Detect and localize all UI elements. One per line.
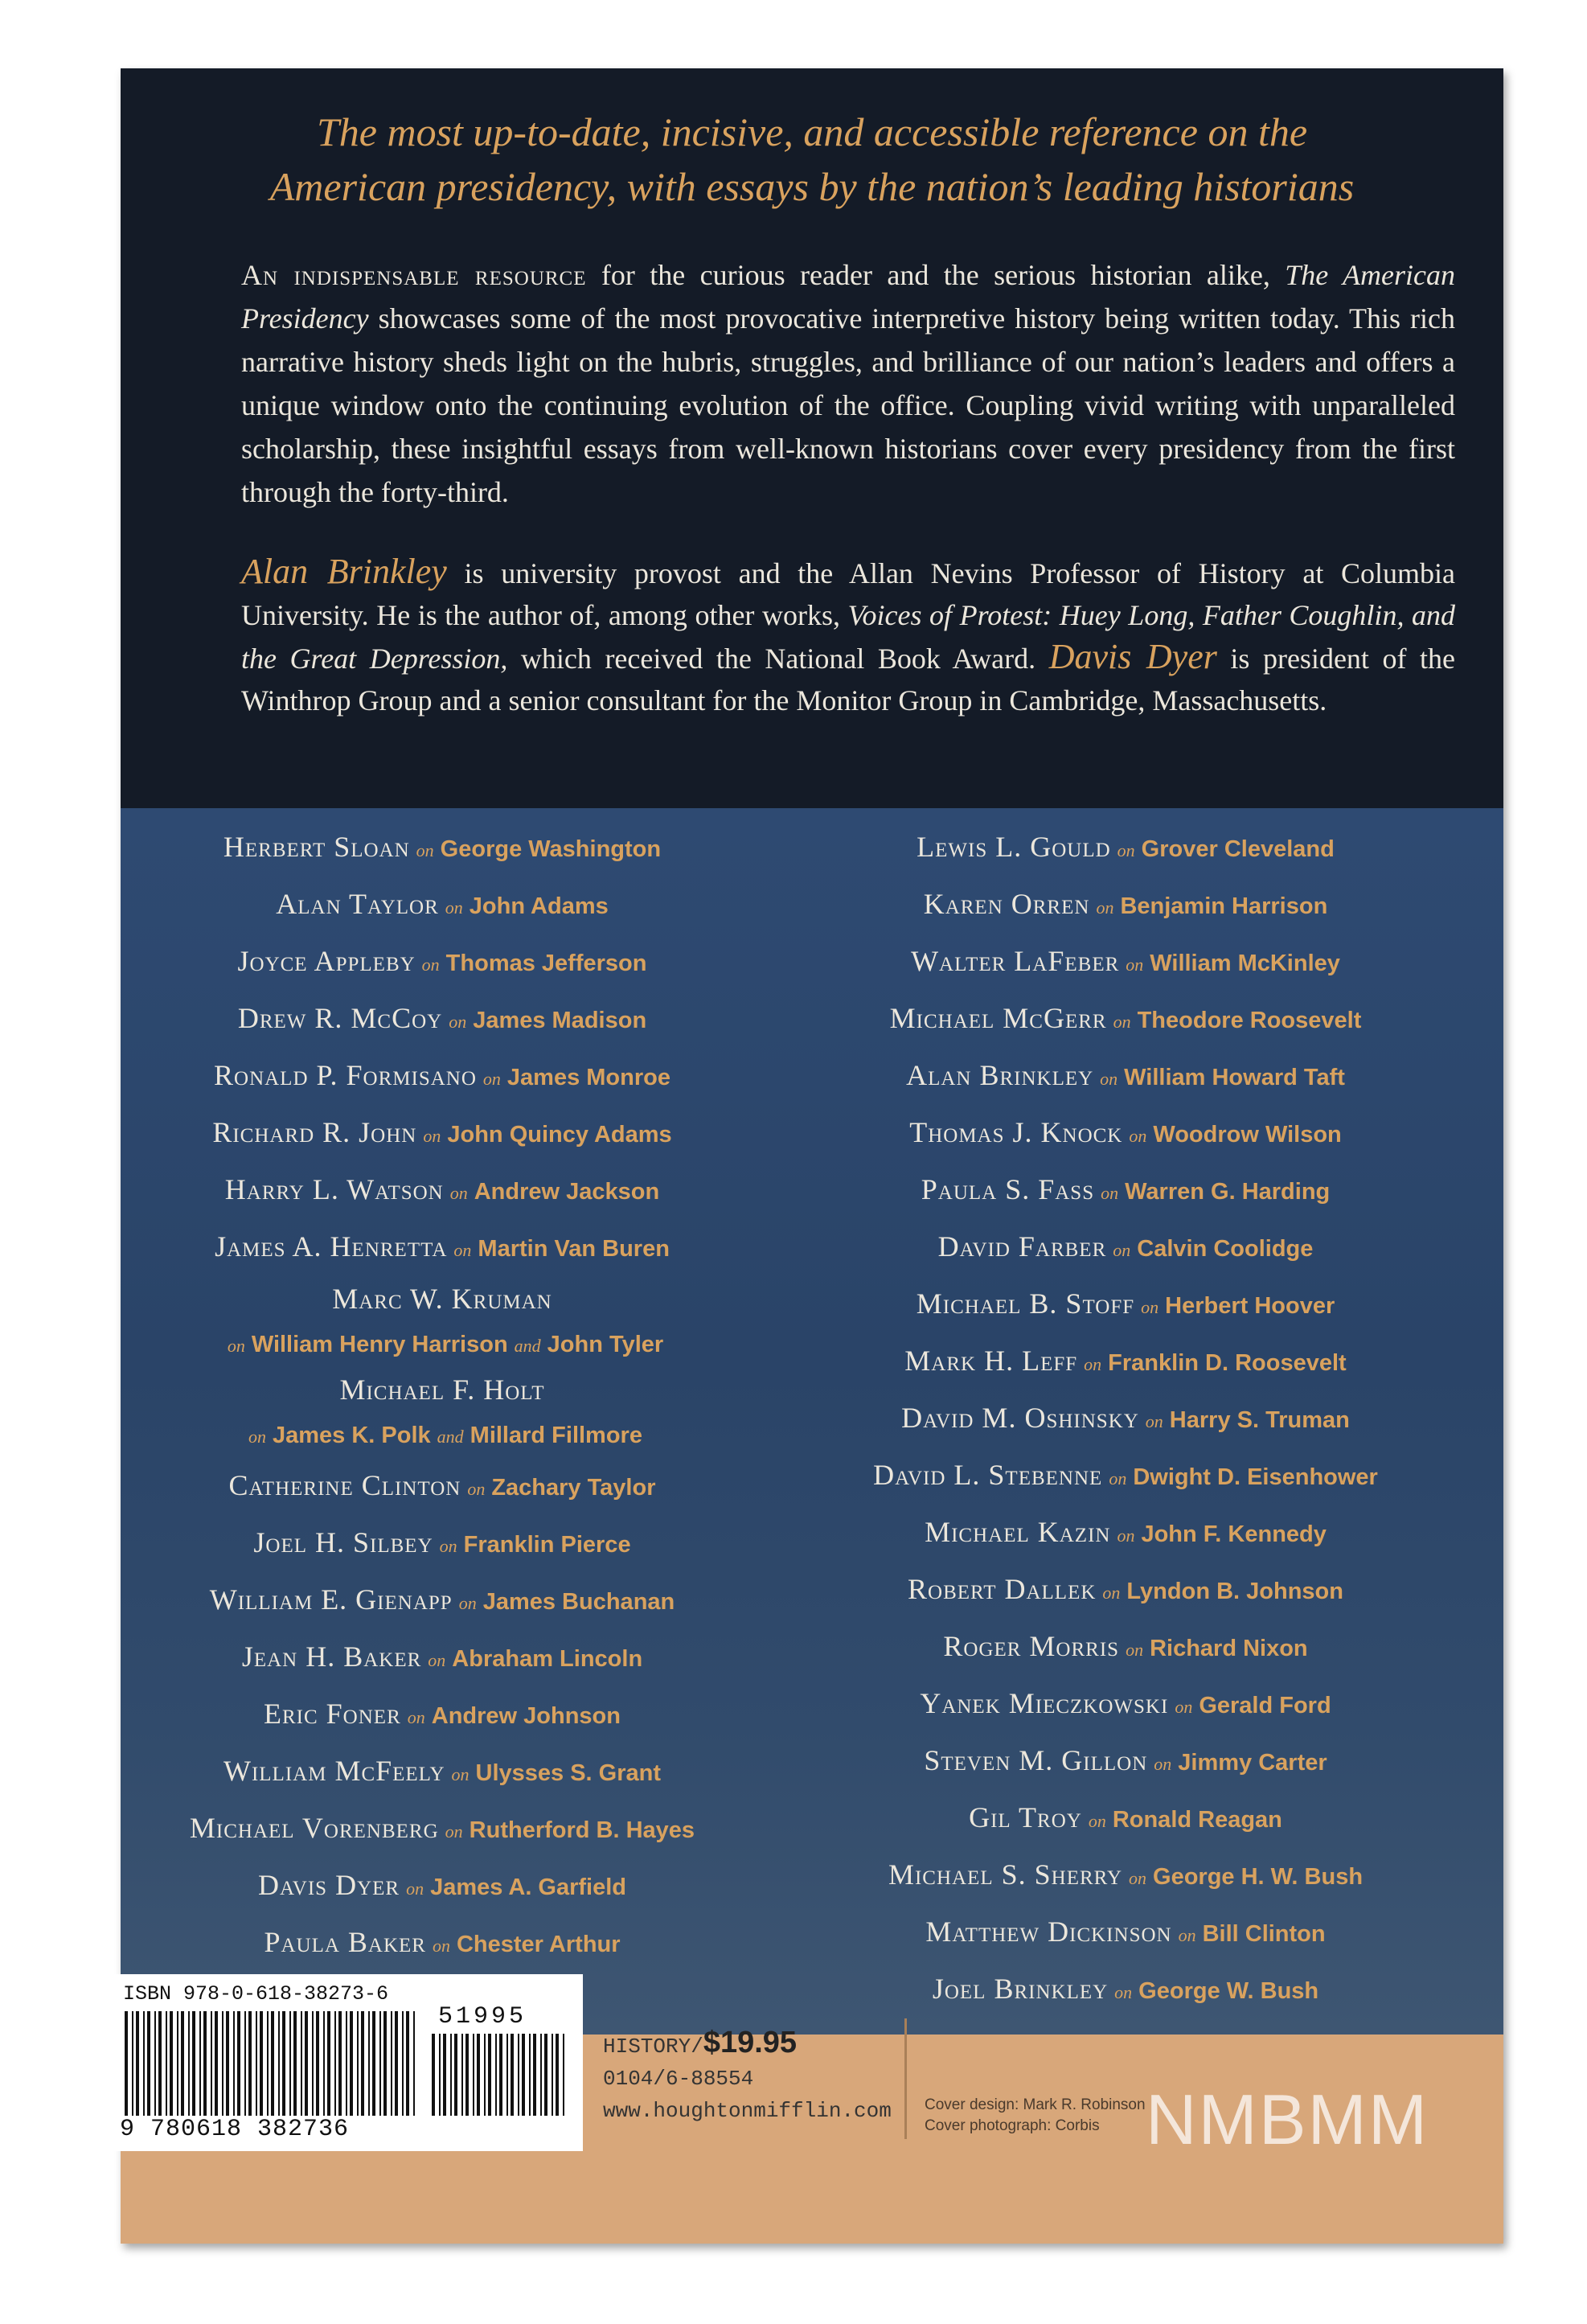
president-name: Harry S. Truman (1169, 1407, 1350, 1433)
barcode-digits: 9 780618 382736 (120, 2116, 350, 2143)
historian-name: Harry L. Watson (224, 1173, 444, 1205)
supplemental-digits: 51995 (438, 2003, 527, 2030)
on-connector: on (1117, 840, 1135, 860)
on-connector: on (1102, 1583, 1121, 1603)
president-name: Franklin Pierce (463, 1532, 631, 1558)
president-name: James Monroe (506, 1065, 670, 1090)
contributor-entry (812, 1505, 1439, 1562)
historian-name: Alan Brinkley (906, 1059, 1094, 1091)
historian-name: William E. Gienapp (209, 1583, 453, 1616)
contributor-entry (812, 1905, 1439, 1962)
historian-name: William McFeely (223, 1755, 445, 1787)
contributor-entry (129, 1744, 756, 1801)
president-name: Woodrow Wilson (1153, 1122, 1342, 1148)
tagline-line-1: The most up-to-date, incisive, and accessible reference on the (316, 109, 1308, 154)
contributor-entry (129, 992, 756, 1049)
on-connector: on (428, 1650, 446, 1670)
president-name: Thomas Jefferson (445, 951, 647, 976)
president-name: Grover Cleveland (1141, 836, 1335, 862)
contributor-entry (812, 820, 1439, 877)
president-name: James Madison (473, 1008, 647, 1033)
author-name-brinkley: Alan Brinkley (241, 552, 447, 591)
president-name: George H. W. Bush (1153, 1864, 1364, 1890)
president-name: James A. Garfield (430, 1874, 627, 1900)
historian-name: Catherine Clinton (228, 1469, 461, 1501)
price-line (603, 2026, 892, 2063)
on-connector: on (451, 1764, 470, 1784)
contributor-entry (812, 1620, 1439, 1677)
contributor-entry (129, 934, 756, 992)
and-connector: and (437, 1427, 464, 1447)
divider (904, 2018, 907, 2139)
contributor-entry (812, 877, 1439, 934)
president-name: Calvin Coolidge (1137, 1236, 1314, 1262)
contributor-entry (812, 1163, 1439, 1220)
on-connector: on (1126, 1640, 1144, 1660)
president-name: Jimmy Carter (1178, 1750, 1327, 1776)
on-connector: on (1145, 1411, 1163, 1431)
on-connector: on (445, 897, 463, 918)
on-connector: on (1114, 1982, 1133, 2002)
contributor-entry (812, 1049, 1439, 1106)
on-connector: on (1096, 897, 1114, 918)
president-name: Andrew Johnson (431, 1703, 621, 1729)
on-connector: on (449, 1012, 467, 1032)
president-name: Ronald Reagan (1112, 1807, 1282, 1833)
historian-name: Marc W. Kruman (332, 1283, 552, 1315)
contributor-entry (129, 1163, 756, 1220)
contributor-entry (129, 1858, 756, 1915)
isbn-text: ISBN 978-0-618-38273-6 (123, 1982, 389, 2006)
on-connector: on (1100, 1069, 1118, 1089)
president-name: William McKinley (1150, 951, 1340, 976)
president-name: Warren G. Harding (1125, 1179, 1331, 1205)
president-name: Dwight D. Eisenhower (1133, 1464, 1378, 1490)
credit-design: Cover design: Mark R. Robinson (925, 2096, 1146, 2113)
contributor-entry (812, 1791, 1439, 1848)
on-connector: on (432, 1936, 450, 1956)
president-name: John Quincy Adams (447, 1122, 672, 1148)
contributor-entry (129, 877, 756, 934)
barcode-icon (123, 2011, 420, 2116)
contributor-entry (129, 820, 756, 877)
price: $19.95 (703, 2026, 798, 2059)
president-name: Abraham Lincoln (452, 1646, 643, 1672)
contributor-entry (129, 1687, 756, 1744)
historian-name: James A. Henretta (215, 1230, 448, 1263)
contributor-entry (129, 1277, 756, 1368)
historian-name: Michael B. Stoff (916, 1287, 1135, 1320)
contributor-entry (129, 1220, 756, 1277)
historian-name: Karen Orren (923, 888, 1090, 920)
on-connector: on (227, 1336, 245, 1356)
president-name: George Washington (440, 836, 662, 862)
supplemental-barcode-icon (430, 2034, 567, 2116)
historian-name: Michael S. Sherry (888, 1858, 1123, 1891)
president-name: Zachary Taylor (491, 1475, 656, 1501)
historian-name: Jean H. Baker (241, 1640, 422, 1673)
contributor-entry (129, 1516, 756, 1573)
president-name: William Henry Harrison (251, 1332, 508, 1357)
book-reference: Voices of Protest: Huey Long, Father Coughlin, and the Great Depression, (241, 599, 1455, 675)
barcode-label (109, 1974, 583, 2151)
on-connector: on (449, 1183, 468, 1203)
historian-name: Robert Dallek (908, 1573, 1097, 1605)
on-connector: on (1101, 1183, 1119, 1203)
president-name: Gerald Ford (1199, 1693, 1331, 1718)
historian-name: Steven M. Gillon (924, 1744, 1148, 1776)
description-paragraph (241, 253, 1455, 514)
historian-name: Roger Morris (943, 1630, 1120, 1662)
historian-name: Drew R. McCoy (237, 1002, 443, 1034)
blurb-text-2: showcases some of the most provocative interpretive history being written today. This rich narrative history sheds light on the hubris, struggles, and brilliance of our nation’s leaders and offers a unique window onto the continuing evolution of the office. Coupling vivid writing with unparalleled scholarship, these insightful essays from well-known historians cover every presidency from the first through the forty-third. (241, 302, 1455, 508)
contributor-entry (129, 1459, 756, 1516)
contributors-right-column (812, 820, 1439, 2019)
historian-name: Eric Foner (264, 1698, 401, 1730)
on-connector: on (423, 1126, 441, 1146)
president-name: Martin Van Buren (478, 1236, 670, 1262)
president-name: William Howard Taft (1124, 1065, 1345, 1090)
historian-name: Matthew Dickinson (925, 1915, 1172, 1948)
on-connector: on (1113, 1240, 1131, 1260)
bio-text-3: is president of the Winthrop Group and a senior consultant for the Monitor Group in Cambridge, Massachusetts. (241, 643, 1455, 716)
top-panel (121, 68, 1503, 808)
historian-name: Michael McGerr (889, 1002, 1107, 1034)
contributors-left-column (129, 820, 756, 1973)
president-name: Herbert Hoover (1165, 1293, 1335, 1319)
historian-name: Joel H. Silbey (253, 1526, 433, 1558)
historian-name: Paula Baker (264, 1926, 426, 1958)
president-name: John F. Kennedy (1141, 1521, 1327, 1547)
historian-name: Davis Dyer (257, 1869, 400, 1901)
watermark: NMBMM (1146, 2080, 1429, 2159)
publisher-url: www.houghtonmifflin.com (603, 2099, 892, 2123)
president-name: George W. Bush (1138, 1978, 1319, 2004)
historian-name: Michael Kazin (925, 1516, 1111, 1548)
on-connector: on (1109, 1468, 1127, 1488)
on-connector: on (1178, 1925, 1196, 1945)
blurb-lead: An indispensable resource (241, 259, 587, 291)
contributor-entry (129, 1915, 756, 1973)
category-label: HISTORY/ (603, 2035, 703, 2059)
bio-text-2: which received the National Book Award. (507, 643, 1049, 675)
tagline-line-2: American presidency, with essays by the nation’s leading historians (269, 164, 1355, 209)
historian-name: David Farber (937, 1230, 1107, 1263)
historian-name: Michael Vorenberg (189, 1812, 439, 1844)
contributor-entry (812, 1106, 1439, 1163)
author-bio (241, 551, 1455, 721)
blurb-text-1: for the curious reader and the serious historian alike, (586, 259, 1286, 291)
historian-name: Lewis L. Gould (917, 831, 1111, 863)
contributor-entry (812, 1277, 1439, 1334)
president-name: Ulysses S. Grant (475, 1760, 662, 1786)
historian-name: Yanek Mieczkowski (920, 1687, 1169, 1719)
contributor-entry (129, 1801, 756, 1858)
on-connector: on (407, 1707, 425, 1727)
contributor-entry (812, 1962, 1439, 2019)
president-name: John Adams (469, 893, 609, 919)
president-name: Richard Nixon (1150, 1636, 1308, 1661)
contributor-entry (129, 1630, 756, 1687)
historian-name: Herbert Sloan (223, 831, 410, 863)
president-line (129, 1320, 756, 1368)
cover-credits (925, 2095, 1146, 2137)
contributor-entry (129, 1368, 756, 1459)
on-connector: on (445, 1821, 463, 1842)
president-name: James K. Polk (273, 1423, 431, 1448)
contributor-entry (812, 1448, 1439, 1505)
on-connector: on (1084, 1354, 1102, 1374)
on-connector: on (439, 1536, 457, 1556)
on-connector: on (406, 1878, 424, 1899)
contributor-entry (129, 1106, 756, 1163)
contributor-entry (812, 1391, 1439, 1448)
product-code: 0104/6-88554 (603, 2067, 754, 2091)
on-connector: on (453, 1240, 472, 1260)
historian-name: Paula S. Fass (921, 1173, 1095, 1205)
on-connector: on (1113, 1012, 1131, 1032)
and-connector: and (514, 1336, 541, 1356)
contributor-entry (812, 992, 1439, 1049)
on-connector: on (248, 1427, 266, 1447)
historian-name: Michael F. Holt (339, 1373, 545, 1406)
president-name: Franklin D. Roosevelt (1108, 1350, 1347, 1376)
president-line (129, 1411, 756, 1459)
president-name: James Buchanan (482, 1589, 675, 1615)
on-connector: on (1117, 1525, 1135, 1546)
historian-name: David L. Stebenne (873, 1459, 1103, 1491)
contributor-entry (812, 1734, 1439, 1791)
president-name: Andrew Jackson (474, 1179, 660, 1205)
president-name: John Tyler (547, 1332, 664, 1357)
on-connector: on (482, 1069, 501, 1089)
president-name: Theodore Roosevelt (1137, 1008, 1362, 1033)
on-connector: on (1154, 1754, 1172, 1774)
contributor-entry (812, 934, 1439, 992)
president-name: Lyndon B. Johnson (1126, 1579, 1343, 1604)
contributor-entry (812, 1848, 1439, 1905)
historian-name: Walter LaFeber (911, 945, 1120, 977)
on-connector: on (467, 1479, 486, 1499)
historian-name: Joel Brinkley (932, 1973, 1109, 2005)
book-back-cover (121, 68, 1503, 2244)
price-block (603, 2026, 892, 2127)
contributor-entry (812, 1677, 1439, 1734)
tagline (169, 105, 1455, 214)
contributor-entry (129, 1049, 756, 1106)
author-name-dyer: Davis Dyer (1048, 637, 1217, 676)
on-connector: on (458, 1593, 477, 1613)
president-name: Millard Fillmore (470, 1423, 642, 1448)
historian-name: Alan Taylor (276, 888, 439, 920)
on-connector: on (421, 955, 440, 975)
historian-name: David M. Oshinsky (901, 1402, 1139, 1434)
president-name: Benjamin Harrison (1120, 893, 1328, 919)
on-connector: on (1129, 1868, 1147, 1888)
on-connector: on (1088, 1811, 1106, 1831)
contributor-entry (812, 1334, 1439, 1391)
historian-name: Gil Troy (969, 1801, 1082, 1833)
on-connector: on (416, 840, 434, 860)
on-connector: on (1141, 1297, 1159, 1317)
on-connector: on (1126, 955, 1144, 975)
book-title: The American Presidency (241, 259, 1455, 335)
historian-name: Thomas J. Knock (909, 1116, 1123, 1148)
credit-photo: Cover photograph: Corbis (925, 2117, 1100, 2134)
on-connector: on (1129, 1126, 1147, 1146)
president-name: Chester Arthur (456, 1932, 621, 1957)
on-connector: on (1175, 1697, 1193, 1717)
president-name: Bill Clinton (1202, 1921, 1326, 1947)
contributor-entry (812, 1220, 1439, 1277)
contributor-entry (812, 1562, 1439, 1620)
historian-name: Ronald P. Formisano (214, 1059, 477, 1091)
contributor-entry (129, 1573, 756, 1630)
bio-text-1: is university provost and the Allan Nevins Professor of History at Columbia University. He is the author of, among other works, (241, 557, 1456, 631)
historian-name: Richard R. John (212, 1116, 417, 1148)
historian-name: Joyce Appleby (237, 945, 416, 977)
president-name: Rutherford B. Hayes (469, 1817, 695, 1843)
historian-name: Mark H. Leff (904, 1345, 1078, 1377)
